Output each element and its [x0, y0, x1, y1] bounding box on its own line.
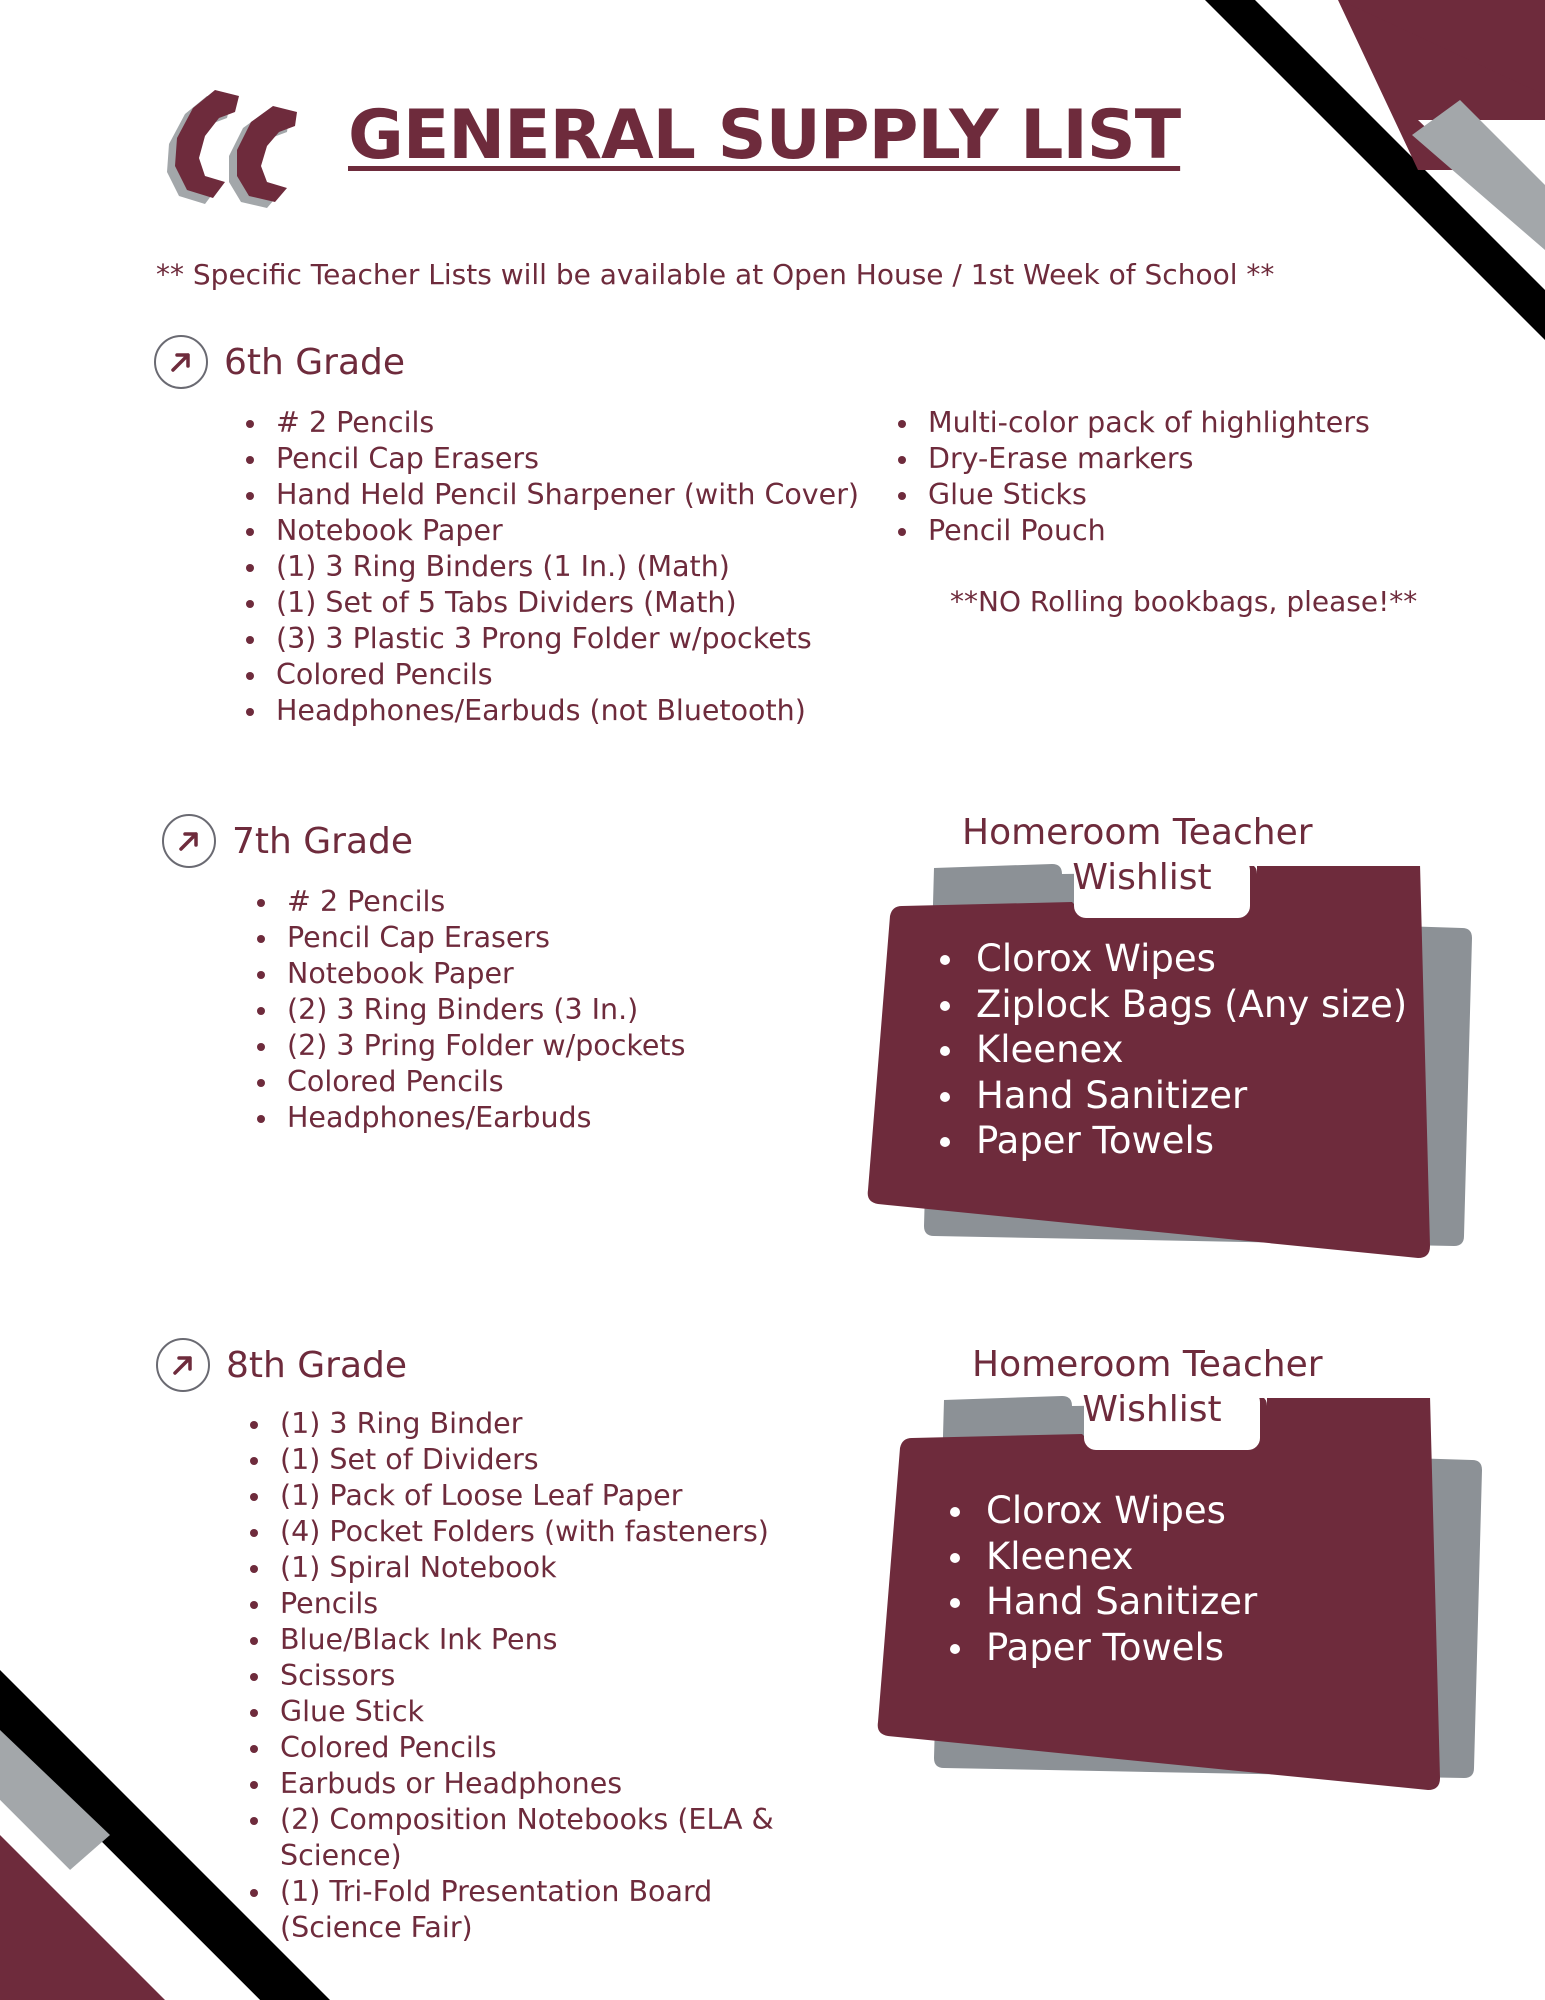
list-item: (1) Spiral Notebook: [246, 1550, 806, 1586]
grade8-supply-list: [246, 1406, 806, 1946]
no-rolling-bookbags-note: **NO Rolling bookbags, please!**: [950, 585, 1418, 618]
list-item: Glue Sticks: [894, 477, 1370, 513]
list-item: Notebook Paper: [253, 956, 685, 992]
wishlist-item: Paper Towels: [944, 1625, 1257, 1671]
list-item: (1) Tri-Fold Presentation Board (Science Fair): [246, 1874, 806, 1946]
wishlist-item: Paper Towels: [934, 1118, 1407, 1164]
grade6-supply-list-extra: [894, 405, 1370, 549]
grade7-title: 7th Grade: [232, 820, 414, 862]
wishlist-item: Clorox Wipes: [934, 936, 1407, 982]
list-item: (3) 3 Plastic 3 Prong Folder w/pockets: [242, 621, 859, 657]
list-item: (2) 3 Pring Folder w/pockets: [253, 1028, 685, 1064]
list-item: (1) Set of 5 Tabs Dividers (Math): [242, 585, 859, 621]
wishlist-title-line2: Wishlist: [1082, 1389, 1222, 1430]
list-item: Headphones/Earbuds: [253, 1100, 685, 1136]
grade8-wishlist-items: [944, 1488, 1257, 1670]
wishlist-item: Kleenex: [934, 1027, 1407, 1073]
list-item: Hand Held Pencil Sharpener (with Cover): [242, 477, 859, 513]
list-item: Scissors: [246, 1658, 806, 1694]
list-item: (2) 3 Ring Binders (3 In.): [253, 992, 685, 1028]
list-item: Notebook Paper: [242, 513, 859, 549]
grade6-header: [154, 335, 405, 389]
grade8-title: 8th Grade: [226, 1344, 408, 1386]
grade7-wishlist-items: [934, 936, 1407, 1164]
wishlist-item: Clorox Wipes: [944, 1488, 1257, 1534]
list-item: Headphones/Earbuds (not Bluetooth): [242, 693, 859, 729]
teacher-list-note: ** Specific Teacher Lists will be available at Open House / 1st Week of School **: [156, 258, 1275, 291]
list-item: (1) 3 Ring Binder: [246, 1406, 806, 1442]
wishlist-title: Homeroom Teacher: [972, 1344, 1323, 1385]
list-item: (2) Composition Notebooks (ELA & Science): [246, 1802, 806, 1874]
list-item: Colored Pencils: [242, 657, 859, 693]
wishlist-item: Kleenex: [944, 1534, 1257, 1580]
list-item: (1) Pack of Loose Leaf Paper: [246, 1478, 806, 1514]
list-item: # 2 Pencils: [253, 884, 685, 920]
arrow-up-right-icon: [154, 335, 208, 389]
list-item: Pencils: [246, 1586, 806, 1622]
grade7-wishlist-card: [852, 806, 1492, 1276]
list-item: Colored Pencils: [253, 1064, 685, 1100]
list-item: Pencil Cap Erasers: [253, 920, 685, 956]
list-item: Pencil Pouch: [894, 513, 1370, 549]
wishlist-title-line2: Wishlist: [1072, 857, 1212, 898]
grade6-supply-list: [242, 405, 859, 729]
grade6-title: 6th Grade: [224, 341, 406, 383]
wishlist-item: Ziplock Bags (Any size): [934, 982, 1407, 1028]
list-item: (4) Pocket Folders (with fasteners): [246, 1514, 806, 1550]
grade8-wishlist-card: [862, 1338, 1502, 1808]
arrow-up-right-icon: [162, 814, 216, 868]
list-item: (1) Set of Dividers: [246, 1442, 806, 1478]
wishlist-item: Hand Sanitizer: [944, 1579, 1257, 1625]
list-item: Dry-Erase markers: [894, 441, 1370, 477]
arrow-up-right-icon: [156, 1338, 210, 1392]
list-item: Glue Stick: [246, 1694, 806, 1730]
page-title: GENERAL SUPPLY LIST: [348, 96, 1181, 175]
grade8-header: [156, 1338, 407, 1392]
list-item: Colored Pencils: [246, 1730, 806, 1766]
list-item: Earbuds or Headphones: [246, 1766, 806, 1802]
cc-monogram-logo: [155, 78, 315, 208]
wishlist-item: Hand Sanitizer: [934, 1073, 1407, 1119]
grade7-header: [162, 814, 413, 868]
list-item: Multi-color pack of highlighters: [894, 405, 1370, 441]
list-item: Blue/Black Ink Pens: [246, 1622, 806, 1658]
grade7-supply-list: [253, 884, 685, 1136]
list-item: Pencil Cap Erasers: [242, 441, 859, 477]
list-item: (1) 3 Ring Binders (1 In.) (Math): [242, 549, 859, 585]
wishlist-title: Homeroom Teacher: [962, 812, 1313, 853]
list-item: # 2 Pencils: [242, 405, 859, 441]
